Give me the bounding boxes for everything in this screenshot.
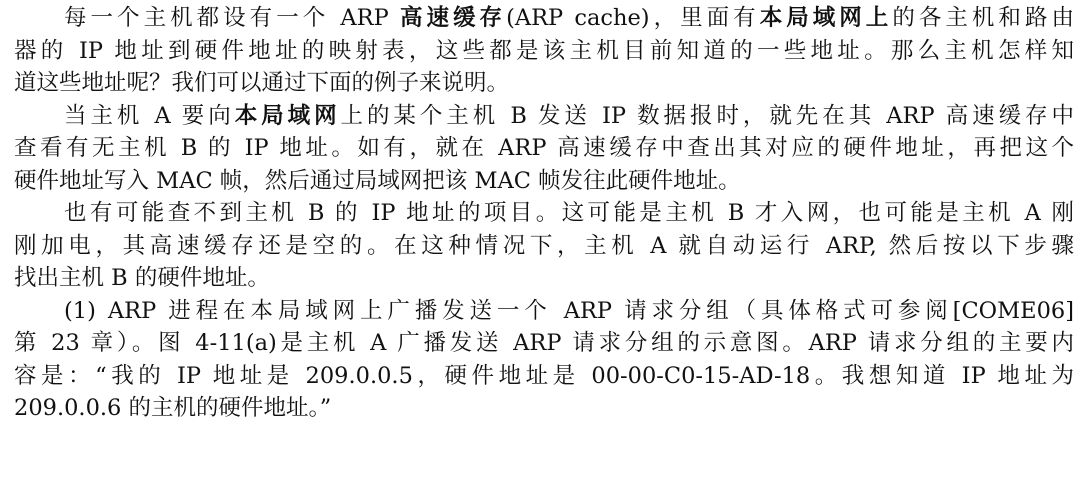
text-run: 器的 IP 地址到硬件地址的映射表，这些都是该主机目前知道的一些地址。那么主机怎样知 (14, 37, 1074, 64)
text-line (14, 165, 1074, 198)
text-run: 也有可能查不到主机 B 的 IP 地址的项目。这可能是主机 B 才入网，也可能是主机 A 刚 (64, 200, 1074, 226)
text-run: 上的某个主机 B 发送 IP 数据报时，就先在其 ARP 高速缓存中 (340, 102, 1074, 129)
text-run: 每一个主机都设有一个 ARP (64, 5, 400, 31)
text-run: 查看有无主机 B 的 IP 地址。如有，就在 ARP 高速缓存中查出其对应的硬件地址，再把这个 (14, 135, 1074, 161)
text-line (14, 197, 1074, 230)
text-run: 第 23 章）。图 4-11(a)是主机 A 广播发送 ARP 请求分组的示意图。ARP 请求分组的主要内 (14, 330, 1074, 356)
text-line (14, 100, 1074, 133)
text-run: 找出主机 B 的硬件地址。 (14, 265, 270, 291)
bold-term-cache: 高速缓存 (399, 5, 507, 31)
text-line (14, 230, 1074, 263)
text-line (14, 67, 1074, 100)
text-run: 209.0.0.6 的主机的硬件地址。” (14, 395, 332, 421)
text-line (14, 295, 1074, 328)
text-run: (ARP cache)，里面有 (506, 5, 760, 31)
text-run: 当主机 A 要向 (64, 102, 235, 129)
text-run: 容是：“我的 IP 地址是 209.0.0.5，硬件地址是 00-00-C0-15-AD-18。我想知道 IP 地址为 (14, 362, 1074, 389)
text-line (14, 262, 1074, 295)
paragraph-arp-request-step1 (14, 295, 1074, 425)
text-line (14, 360, 1074, 393)
text-line (14, 392, 1074, 425)
text-line (14, 2, 1074, 35)
text-run: (1) ARP 进程在本局域网上广播发送一个 ARP 请求分组（具体格式可参阅[COME06] (64, 297, 1074, 324)
text-run: 刚加电，其高速缓存还是空的。在这种情况下，主机 A 就自动运行 ARP, 然后按以下步骤 (14, 232, 1074, 259)
text-run: 的各主机和路由 (892, 5, 1074, 31)
text-line (14, 35, 1074, 68)
text-line (14, 327, 1074, 360)
bold-term-local-network: 本局域网 (234, 102, 341, 129)
paragraph-not-found (14, 197, 1074, 295)
text-line (14, 132, 1074, 165)
text-run: 硬件地址写入 MAC 帧，然后通过局域网把该 MAC 帧发往此硬件地址。 (14, 167, 741, 194)
paragraph-arp-cache-intro (14, 2, 1074, 100)
text-run: 道这些地址呢？我们可以通过下面的例子来说明。 (14, 70, 510, 96)
paragraph-send-datagram (14, 100, 1074, 198)
bold-term-local-network: 本局域网上 (759, 5, 893, 31)
